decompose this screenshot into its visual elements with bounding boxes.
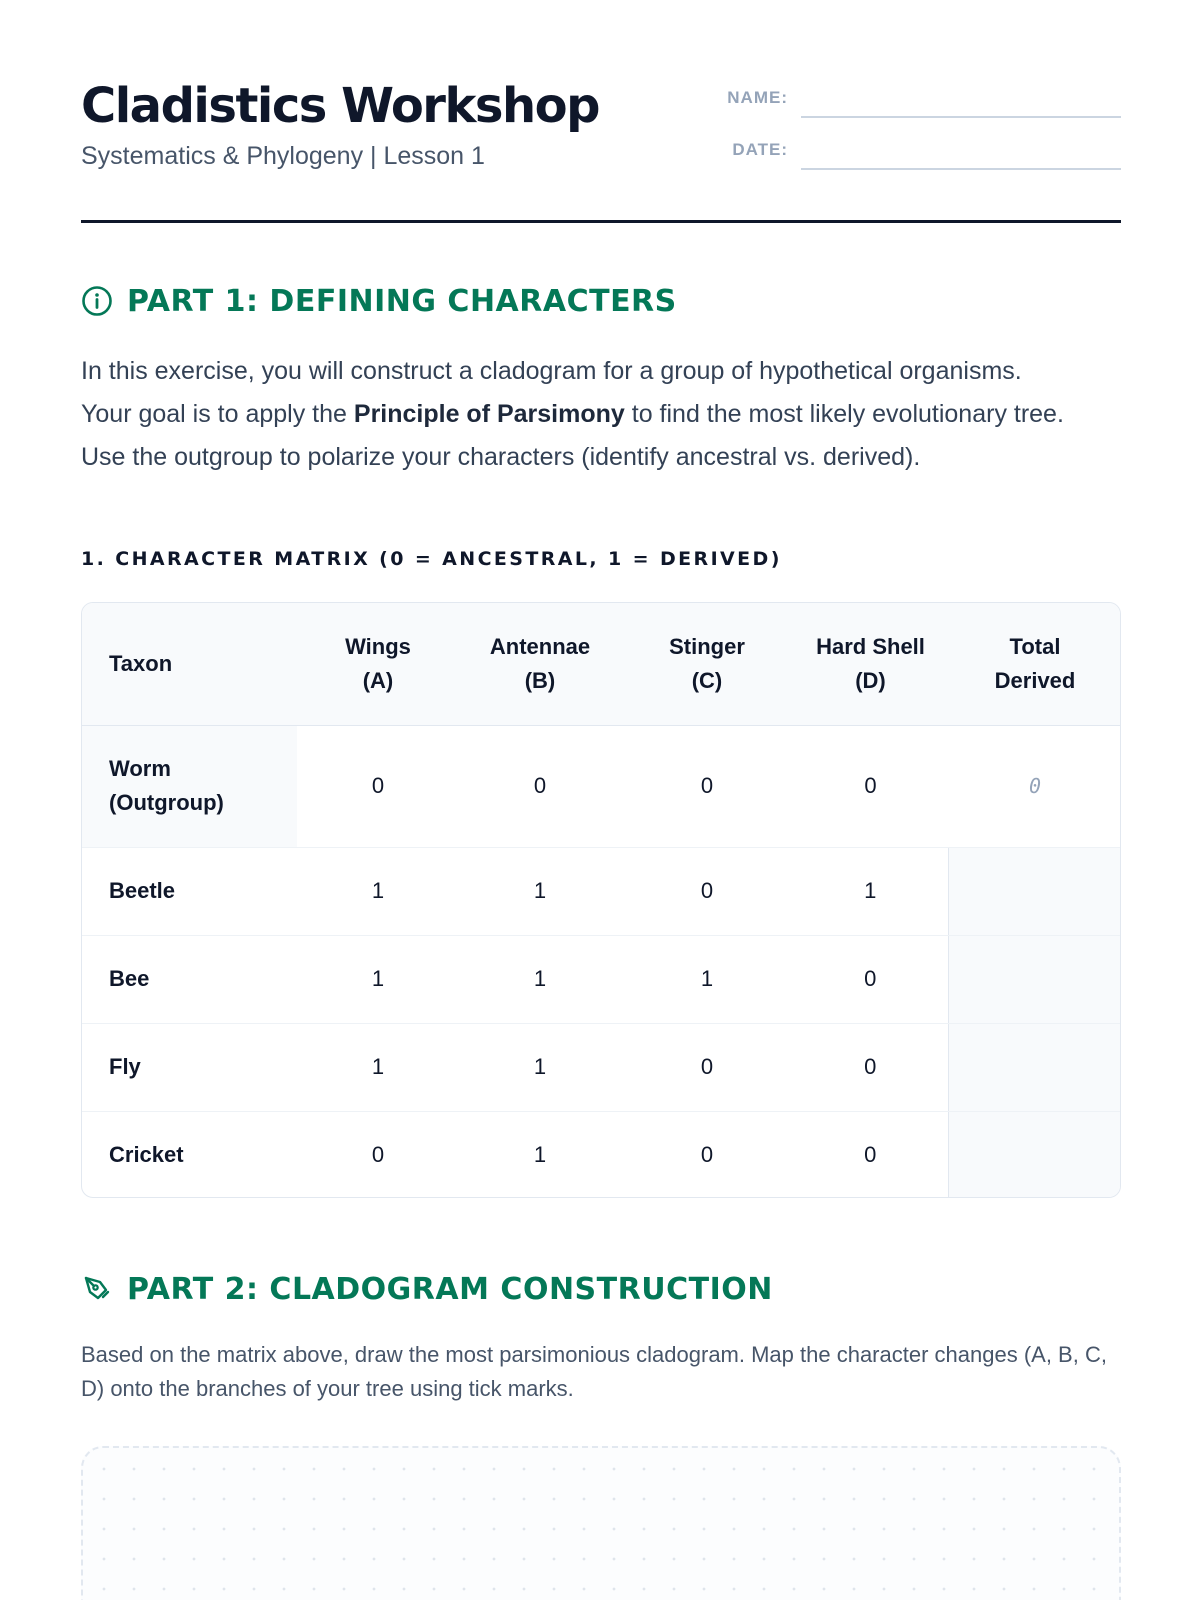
total-cell: 0 bbox=[948, 725, 1121, 847]
date-line[interactable] bbox=[801, 168, 1121, 170]
cell-c: 0 bbox=[700, 1142, 714, 1168]
part1-heading-text: PART 1: DEFINING CHARACTERS bbox=[127, 283, 677, 319]
name-label: NAME: bbox=[727, 88, 788, 107]
header-total-derived: Total Derived bbox=[948, 603, 1121, 725]
pen-tool-icon bbox=[81, 1273, 113, 1305]
intro-line-2 bbox=[81, 393, 1121, 436]
info-icon bbox=[81, 285, 113, 317]
matrix-heading: 1. CHARACTER MATRIX (0 = ANCESTRAL, 1 = DERIVED) bbox=[81, 548, 782, 570]
header-stinger: Stinger (C) bbox=[621, 603, 793, 725]
date-field[interactable] bbox=[701, 130, 1121, 170]
page-title: Cladistics Workshop bbox=[81, 78, 599, 134]
character-matrix-table bbox=[81, 602, 1121, 1198]
cell-b: 1 bbox=[459, 935, 621, 1023]
cladogram-drawing-area[interactable] bbox=[81, 1446, 1121, 1600]
name-field[interactable] bbox=[701, 78, 1121, 118]
part1-heading bbox=[81, 281, 677, 321]
cell-d: 0 bbox=[793, 935, 948, 1023]
header bbox=[81, 78, 1121, 223]
table-row bbox=[82, 1111, 1121, 1198]
table-row bbox=[82, 1023, 1121, 1111]
table-header-row bbox=[82, 603, 1121, 725]
header-hard-shell: Hard Shell (D) bbox=[793, 603, 948, 725]
page-subtitle: Systematics & Phylogeny | Lesson 1 bbox=[81, 142, 485, 170]
intro-paragraph bbox=[81, 350, 1121, 479]
total-input-cell[interactable] bbox=[948, 1023, 1121, 1111]
table-row bbox=[82, 935, 1121, 1023]
intro-line-2-start: Your goal is to apply the bbox=[81, 400, 354, 428]
cell-c: 0 bbox=[621, 725, 793, 847]
cell-c: 1 bbox=[621, 935, 793, 1023]
part2-instructions: Based on the matrix above, draw the most parsimonious cladogram. Map the character changes (A, B, C, D) onto the branches of your tree using tick marks. bbox=[81, 1342, 1107, 1401]
header-divider bbox=[81, 220, 1121, 223]
cell-b: 1 bbox=[459, 1023, 621, 1111]
cell-c: 0 bbox=[621, 847, 793, 935]
cell-d: 0 bbox=[793, 1023, 948, 1111]
taxon-cell: Bee bbox=[82, 935, 297, 1023]
cell-a: 1 bbox=[297, 935, 459, 1023]
taxon-cell: Worm (Outgroup) bbox=[82, 725, 297, 847]
taxon-cell: Beetle bbox=[82, 847, 297, 935]
total-input-cell[interactable] bbox=[948, 1111, 1121, 1198]
name-line[interactable] bbox=[801, 116, 1121, 118]
header-antennae: Antennae (B) bbox=[459, 603, 621, 725]
cell-b: 0 bbox=[459, 725, 621, 847]
taxon-cell: Fly bbox=[82, 1023, 297, 1111]
header-wings: Wings (A) bbox=[297, 603, 459, 725]
intro-line-2-end: to find the most likely evolutionary tree. bbox=[624, 400, 1064, 428]
cell-b: 1 bbox=[533, 1142, 547, 1168]
parsimony-term: Principle of Parsimony bbox=[353, 400, 625, 428]
part2-heading bbox=[81, 1269, 773, 1309]
taxon-cell: Cricket bbox=[109, 1142, 184, 1168]
intro-line-1: In this exercise, you will construct a cladogram for a group of hypothetical organisms. bbox=[81, 357, 1022, 385]
cell-d: 1 bbox=[793, 847, 948, 935]
table-row bbox=[82, 725, 1121, 847]
table-row bbox=[82, 847, 1121, 935]
cell-a: 0 bbox=[297, 725, 459, 847]
date-label: DATE: bbox=[732, 140, 788, 159]
cell-b: 1 bbox=[459, 847, 621, 935]
cell-a: 0 bbox=[371, 1142, 385, 1168]
total-input-cell[interactable] bbox=[948, 847, 1121, 935]
header-taxon: Taxon bbox=[82, 603, 297, 725]
part2-heading-text: PART 2: CLADOGRAM CONSTRUCTION bbox=[127, 1271, 773, 1307]
cell-d: 0 bbox=[793, 725, 948, 847]
cell-a: 1 bbox=[297, 847, 459, 935]
cell-d: 0 bbox=[864, 1142, 877, 1168]
cell-c: 0 bbox=[621, 1023, 793, 1111]
intro-line-3: Use the outgroup to polarize your characters (identify ancestral vs. derived). bbox=[81, 443, 921, 471]
total-input-cell[interactable] bbox=[948, 935, 1121, 1023]
cell-a: 1 bbox=[297, 1023, 459, 1111]
